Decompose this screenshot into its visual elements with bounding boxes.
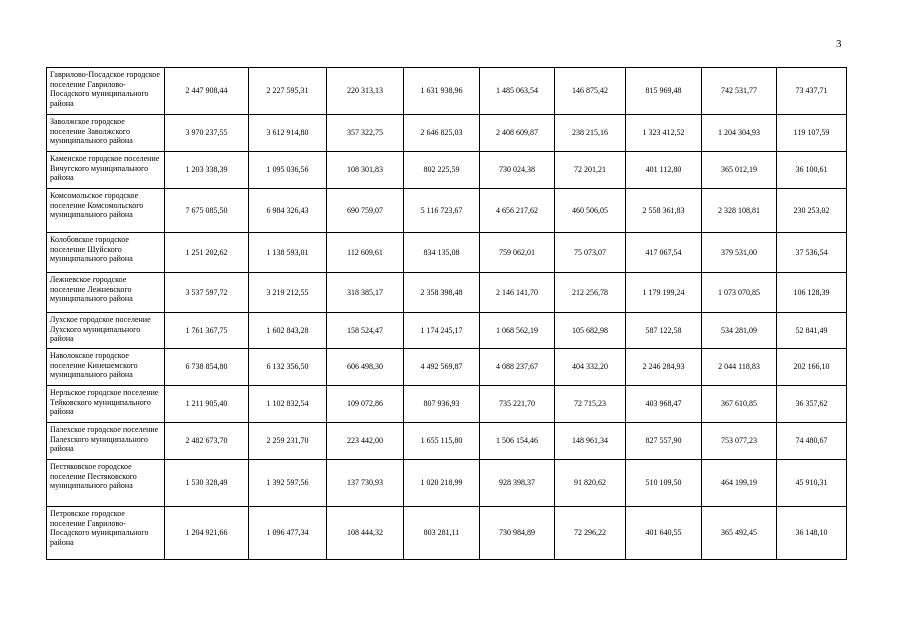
amount-cell: 36 357,62 [777,386,847,423]
settlement-name-cell: Колобовское городское поселение Шуйского муниципального района [47,233,165,273]
amount-cell: 1 102 832,54 [249,386,327,423]
table-row [47,115,847,152]
amount-cell: 3 537 597,72 [165,273,249,313]
amount-cell: 72 201,21 [555,152,626,189]
settlement-name-cell: Каменское городское поселение Вичугского муниципального района [47,152,165,189]
amount-cell: 212 256,78 [555,273,626,313]
amount-cell: 730 024,38 [480,152,555,189]
amount-cell: 72 715,23 [555,386,626,423]
amount-cell: 1 020 218,99 [404,460,480,507]
amount-cell: 2 408 609,87 [480,115,555,152]
amount-cell: 1 655 115,80 [404,423,480,460]
amount-cell: 108 301,83 [327,152,404,189]
amount-cell: 7 675 085,50 [165,189,249,233]
amount-cell: 1 506 154,46 [480,423,555,460]
amount-cell: 742 531,77 [702,68,777,115]
amount-cell: 753 077,23 [702,423,777,460]
amount-cell: 2 259 231,70 [249,423,327,460]
amount-cell: 735 221,70 [480,386,555,423]
amount-cell: 158 524,47 [327,313,404,349]
amount-cell: 1 073 070,85 [702,273,777,313]
amount-cell: 45 910,31 [777,460,847,507]
amount-cell: 37 536,54 [777,233,847,273]
settlement-name-cell: Лухское городское поселение Лухского муниципального района [47,313,165,349]
amount-cell: 2 482 673,70 [165,423,249,460]
amount-cell: 112 609,61 [327,233,404,273]
amount-cell: 220 313,13 [327,68,404,115]
amount-cell: 4 656 217,62 [480,189,555,233]
amount-cell: 417 067,54 [626,233,702,273]
amount-cell: 4 088 237,67 [480,349,555,386]
amount-cell: 1 530 328,49 [165,460,249,507]
amount-cell: 759 062,01 [480,233,555,273]
settlement-name-cell: Нерльское городское поселение Тейковского муниципального района [47,386,165,423]
amount-cell: 1 096 477,34 [249,507,327,560]
settlement-name-cell: Гаврилово-Посадское городское поселение Гаврилово-Посадского муниципального района [47,68,165,115]
amount-cell: 534 281,09 [702,313,777,349]
amount-cell: 803 281,11 [404,507,480,560]
amount-cell: 2 558 361,83 [626,189,702,233]
amount-cell: 109 072,86 [327,386,404,423]
amount-cell: 365 492,45 [702,507,777,560]
amount-cell: 223 442,00 [327,423,404,460]
amount-cell: 230 253,02 [777,189,847,233]
amount-cell: 464 199,19 [702,460,777,507]
amount-cell: 1 485 063,54 [480,68,555,115]
amount-cell: 606 498,30 [327,349,404,386]
amount-cell: 6 132 356,50 [249,349,327,386]
table-body [47,68,847,560]
settlement-name-cell: Заволжское городское поселение Заволжского муниципального района [47,115,165,152]
amount-cell: 807 936,93 [404,386,480,423]
amount-cell: 802 225,59 [404,152,480,189]
amount-cell: 403 968,47 [626,386,702,423]
amount-cell: 928 398,37 [480,460,555,507]
amount-cell: 690 759,07 [327,189,404,233]
amount-cell: 72 296,22 [555,507,626,560]
table-row [47,460,847,507]
amount-cell: 1 174 245,17 [404,313,480,349]
amount-cell: 2 447 908,44 [165,68,249,115]
budget-table [46,67,847,560]
amount-cell: 137 730,93 [327,460,404,507]
amount-cell: 1 179 199,24 [626,273,702,313]
amount-cell: 2 146 141,70 [480,273,555,313]
settlement-name-cell: Комсомольское городское поселение Комсомольского муниципального района [47,189,165,233]
amount-cell: 357 322,75 [327,115,404,152]
amount-cell: 815 969,48 [626,68,702,115]
amount-cell: 108 444,32 [327,507,404,560]
amount-cell: 2 246 284,93 [626,349,702,386]
table-row [47,152,847,189]
amount-cell: 52 841,49 [777,313,847,349]
amount-cell: 1 251 202,62 [165,233,249,273]
amount-cell: 404 332,20 [555,349,626,386]
amount-cell: 2 044 118,83 [702,349,777,386]
amount-cell: 365 012,19 [702,152,777,189]
amount-cell: 5 116 723,67 [404,189,480,233]
table-row [47,349,847,386]
amount-cell: 2 358 398,48 [404,273,480,313]
table-row [47,313,847,349]
amount-cell: 1 761 367,75 [165,313,249,349]
amount-cell: 1 323 412,52 [626,115,702,152]
amount-cell: 510 109,50 [626,460,702,507]
amount-cell: 3 612 914,80 [249,115,327,152]
amount-cell: 1 392 597,56 [249,460,327,507]
settlement-name-cell: Петровское городское поселение Гаврилово-Посадского муниципального района [47,507,165,560]
table-row [47,423,847,460]
settlement-name-cell: Лежневское городское поселение Лежневского муниципального района [47,273,165,313]
amount-cell: 730 984,89 [480,507,555,560]
amount-cell: 146 875,42 [555,68,626,115]
amount-cell: 827 557,90 [626,423,702,460]
table-row [47,507,847,560]
amount-cell: 1 203 338,39 [165,152,249,189]
amount-cell: 401 112,80 [626,152,702,189]
table-row [47,386,847,423]
amount-cell: 6 984 326,43 [249,189,327,233]
amount-cell: 401 640,55 [626,507,702,560]
amount-cell: 105 682,98 [555,313,626,349]
amount-cell: 1 602 843,28 [249,313,327,349]
amount-cell: 1 211 905,40 [165,386,249,423]
amount-cell: 2 646 825,03 [404,115,480,152]
amount-cell: 36 100,61 [777,152,847,189]
amount-cell: 73 437,71 [777,68,847,115]
amount-cell: 119 107,59 [777,115,847,152]
amount-cell: 3 219 212,55 [249,273,327,313]
amount-cell: 36 148,10 [777,507,847,560]
amount-cell: 3 970 237,55 [165,115,249,152]
amount-cell: 2 227 595,31 [249,68,327,115]
table-row [47,233,847,273]
amount-cell: 238 215,16 [555,115,626,152]
amount-cell: 460 506,05 [555,189,626,233]
settlement-name-cell: Наволокское городское поселение Кинешемского муниципального района [47,349,165,386]
amount-cell: 1 095 036,56 [249,152,327,189]
amount-cell: 1 068 562,19 [480,313,555,349]
amount-cell: 379 531,00 [702,233,777,273]
page-number: 3 [836,38,842,50]
settlement-name-cell: Пестяковское городское поселение Пестяковского муниципального района [47,460,165,507]
amount-cell: 75 073,07 [555,233,626,273]
amount-cell: 318 385,17 [327,273,404,313]
amount-cell: 91 820,62 [555,460,626,507]
amount-cell: 1 631 938,96 [404,68,480,115]
amount-cell: 367 610,85 [702,386,777,423]
table-row [47,68,847,115]
settlement-name-cell: Палехское городское поселение Палехского муниципального района [47,423,165,460]
amount-cell: 1 204 921,66 [165,507,249,560]
amount-cell: 2 328 108,81 [702,189,777,233]
table-row [47,273,847,313]
amount-cell: 148 961,34 [555,423,626,460]
amount-cell: 1 204 304,93 [702,115,777,152]
amount-cell: 1 138 593,01 [249,233,327,273]
amount-cell: 4 492 569,87 [404,349,480,386]
amount-cell: 106 128,39 [777,273,847,313]
amount-cell: 74 480,67 [777,423,847,460]
amount-cell: 587 122,58 [626,313,702,349]
amount-cell: 6 738 854,80 [165,349,249,386]
amount-cell: 834 135,08 [404,233,480,273]
table-row [47,189,847,233]
amount-cell: 202 166,10 [777,349,847,386]
